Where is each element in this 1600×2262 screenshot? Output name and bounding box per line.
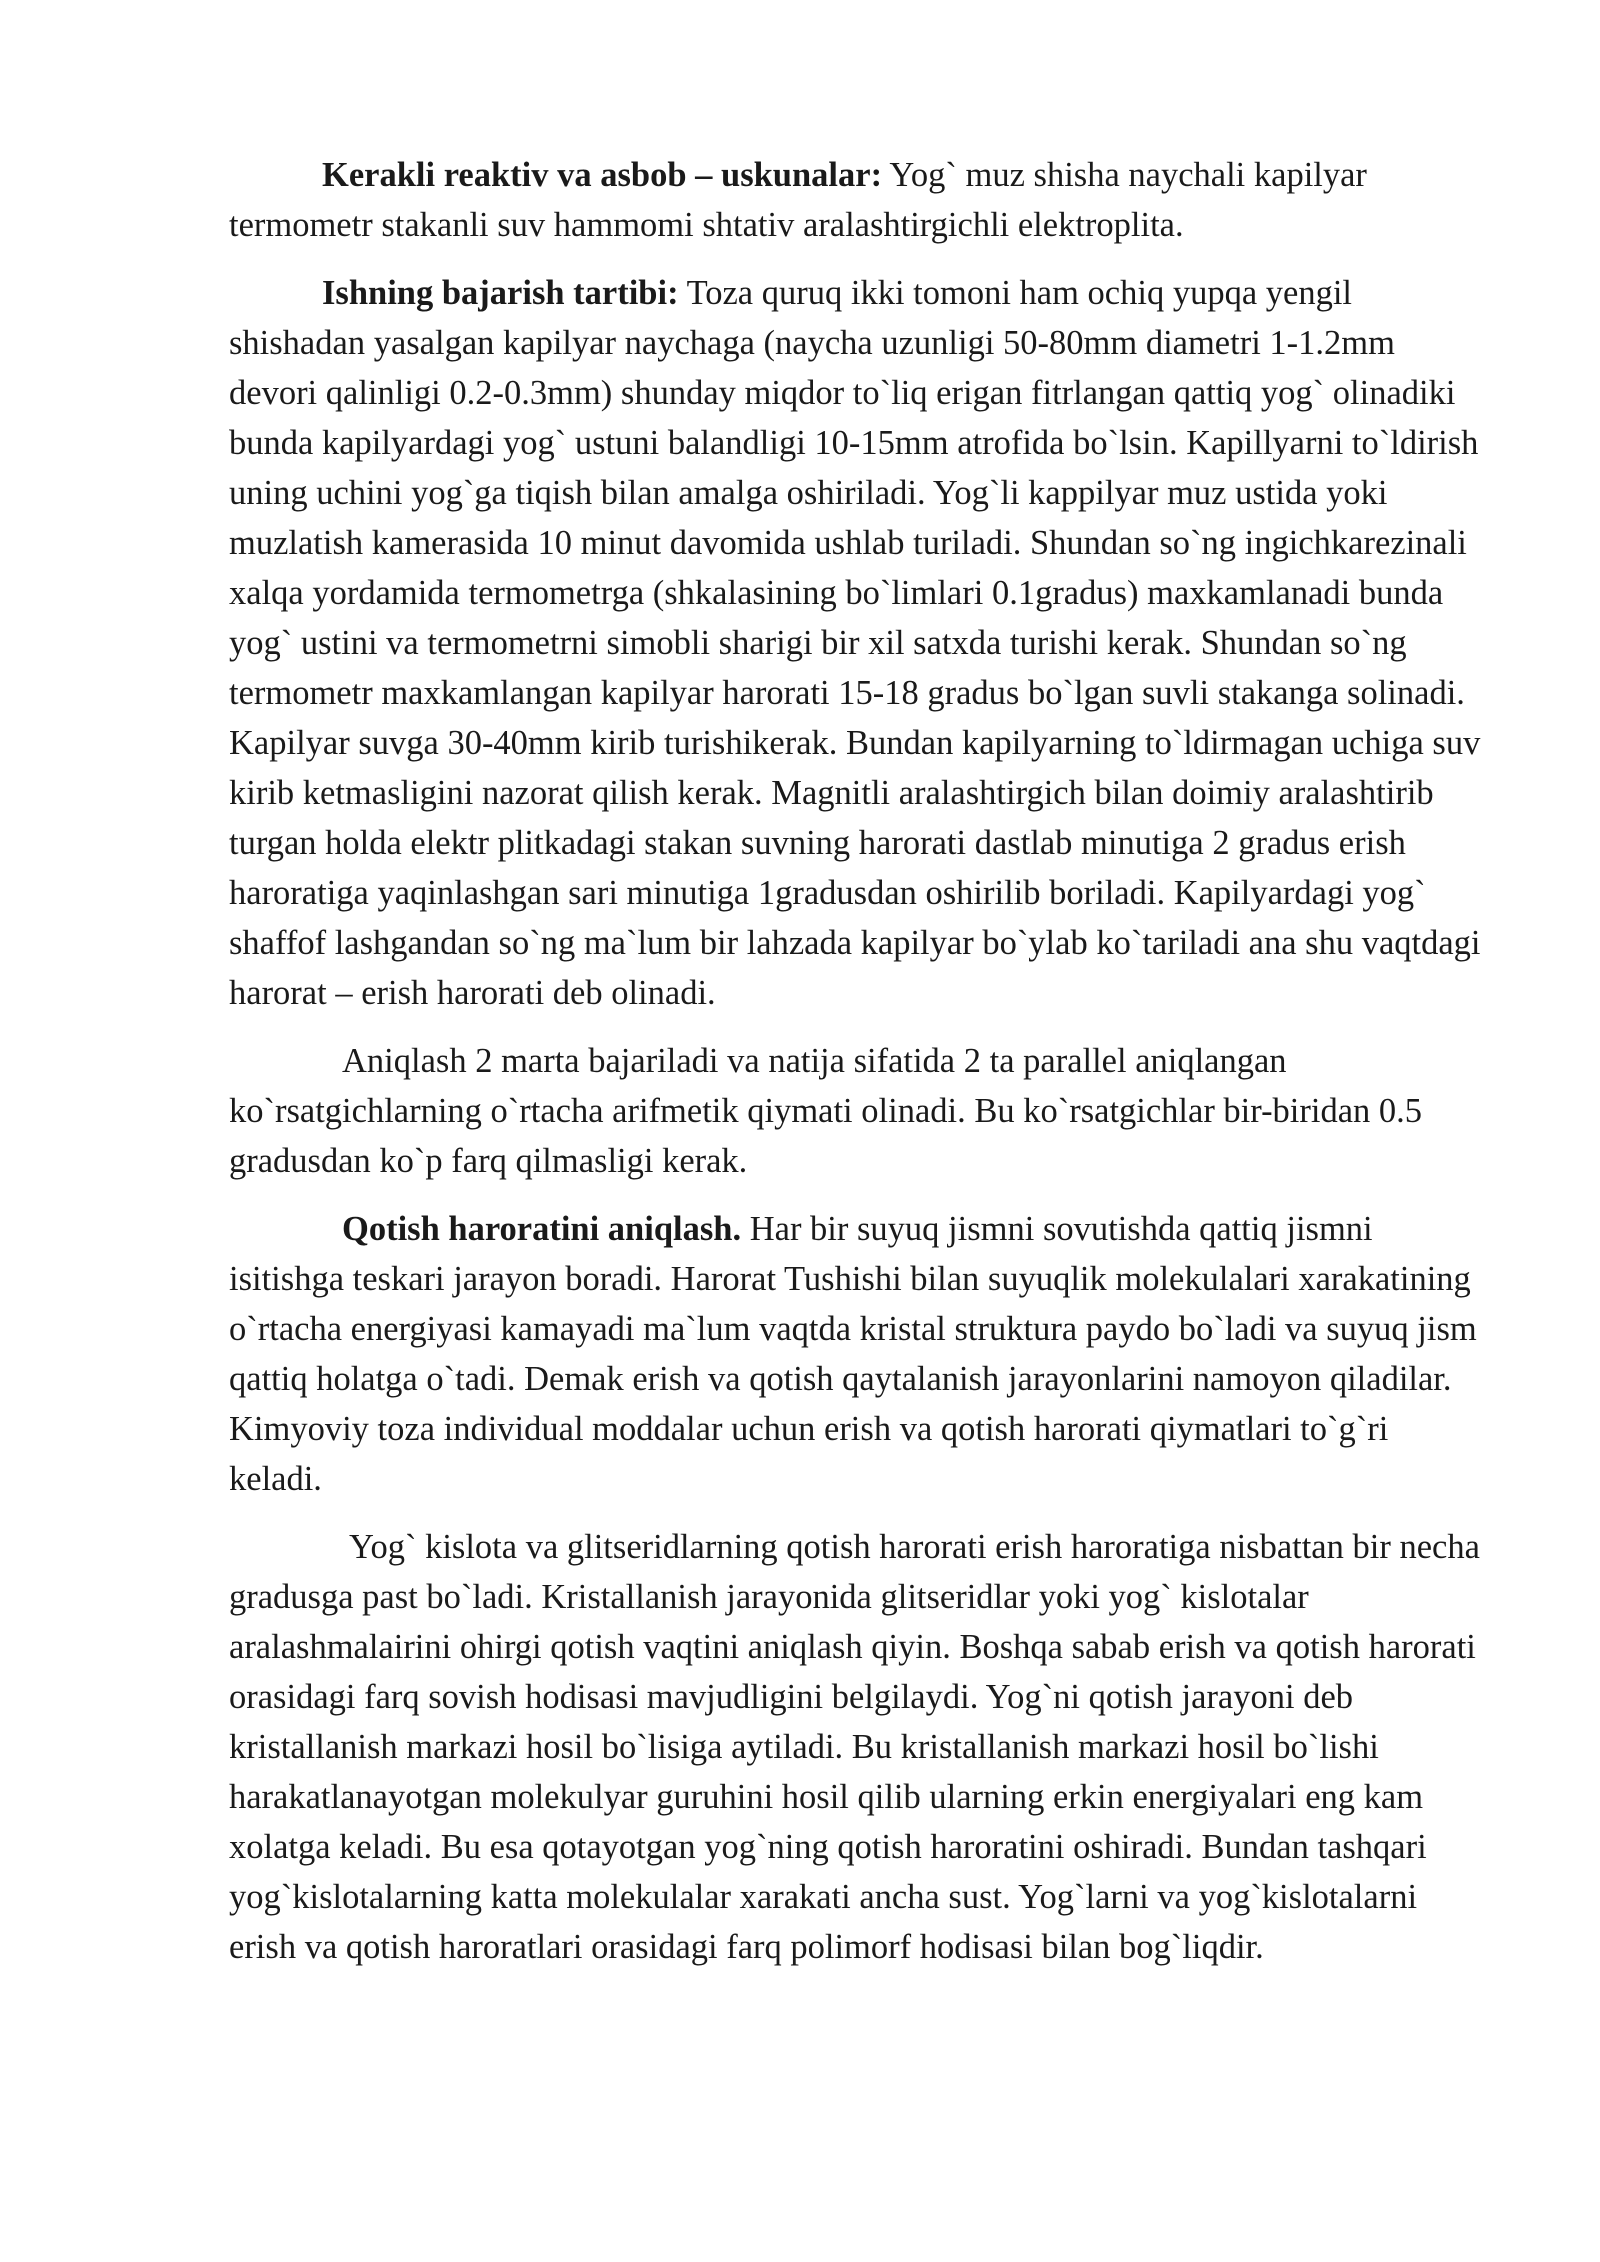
paragraph-heading: Qotish haroratini aniqlash. bbox=[342, 1210, 742, 1248]
paragraph-text: Aniqlash 2 marta bajariladi va natija sifatida 2 ta parallel aniqlangan ko`rsatgichlarning o`rtacha arifmetik qiymati olinadi. Bu ko`rsatgichlar bir-biridan 0.5 gradusdan ko`p farq qilmasligi kerak. bbox=[229, 1042, 1423, 1180]
paragraph-reagents-equipment bbox=[229, 150, 1484, 250]
paragraph-heading: Ishning bajarish tartibi: bbox=[322, 274, 679, 312]
paragraph-solidification bbox=[229, 1204, 1484, 1504]
paragraph-procedure bbox=[229, 268, 1484, 1018]
paragraph-text: Yog` muz shisha naychali kapilyar termometr stakanli suv hammomi shtativ aralashtirgichli elektroplita. bbox=[229, 156, 1367, 244]
paragraph-text: Har bir suyuq jismni sovutishda qattiq jismni isitishga teskari jarayon boradi. Harorat Tushishi bilan suyuqlik molekulalari xarakatining o`rtacha energiyasi kamayadi ma`lum vaqtda kristal struktura paydo bo`ladi va suyuq jism qattiq holatga o`tadi. Demak erish va qotish qaytalanish jarayonlarini namoyon qiladilar. Kimyoviy toza individual moddalar uchun erish va qotish harorati qiymatlari to`g`ri keladi. bbox=[229, 1210, 1477, 1498]
paragraph-repetition bbox=[229, 1036, 1484, 1186]
paragraph-text: Toza quruq ikki tomoni ham ochiq yupqa yengil shishadan yasalgan kapilyar naychaga (naycha uzunligi 50-80mm diametri 1-1.2mm devori qalinligi 0.2-0.3mm) shunday miqdor to`liq erigan fitrlangan qattiq yog` olinadiki bunda kapilyardagi yog` ustuni balandligi 10-15mm atrofida bo`lsin. Kapillyarni to`ldirish uning uchini yog`ga tiqish bilan amalga oshiriladi. Yog`li kappilyar muz ustida yoki muzlatish kamerasida 10 minut davomida ushlab turiladi. Shundan so`ng ingichkarezinali xalqa yordamida termometrga (shkalasining bo`limlari 0.1gradus) maxkamlanadi bunda yog` ustini va termometrni simobli sharigi bir xil satxda turishi kerak. Shundan so`ng termometr maxkamlangan kapilyar harorati 15-18 gradus bo`lgan suvli stakanga solinadi. Kapilyar suvga 30-40mm kirib turishikerak. Bundan kapilyarning to`ldirmagan uchiga suv kirib ketmasligini nazorat qilish kerak. Magnitli aralashtirgich bilan doimiy aralashtirib turgan holda elektr plitkadagi stakan suvning harorati dastlab minutiga 2 gradus erish haroratiga yaqinlashgan sari minutiga 1gradusdan oshirilib boriladi. Kapilyardagi yog` shaffof lashgandan so`ng ma`lum bir lahzada kapilyar bo`ylab ko`tariladi ana shu vaqtdagi harorat – erish harorati deb olinadi. bbox=[229, 274, 1481, 1012]
paragraph-fatty-acids bbox=[229, 1522, 1484, 1972]
paragraph-heading: Kerakli reaktiv va asbob – uskunalar: bbox=[322, 156, 883, 194]
document-body bbox=[229, 150, 1484, 1990]
paragraph-text: Yog` kislota va glitseridlarning qotish harorati erish haroratiga nisbattan bir necha gradusga past bo`ladi. Kristallanish jarayonida glitseridlar yoki yog` kislotalar aralashmalairini ohirgi qotish vaqtini aniqlash qiyin. Boshqa sabab erish va qotish harorati orasidagi farq sovish hodisasi mavjudligini belgilaydi. Yog`ni qotish jarayoni deb kristallanish markazi hosil bo`lisiga aytiladi. Bu kristallanish markazi hosil bo`lishi harakatlanayotgan molekulyar guruhini hosil qilib ularning erkin energiyalari eng kam xolatga keladi. Bu esa qotayotgan yog`ning qotish haroratini oshiradi. Bundan tashqari yog`kislotalarning katta molekulalar xarakati ancha sust. Yog`larni va yog`kislotalarni erish va qotish haroratlari orasidagi farq polimorf hodisasi bilan bog`liqdir. bbox=[229, 1528, 1480, 1966]
